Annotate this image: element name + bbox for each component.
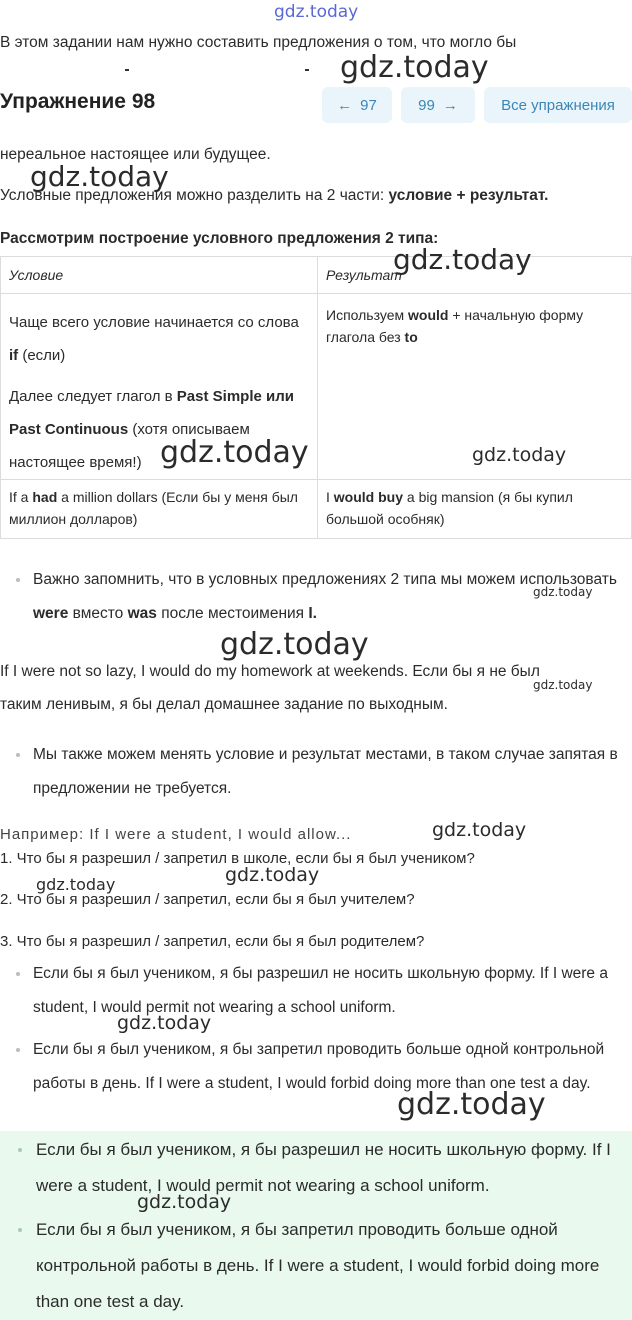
all-exercises-label: Все упражнения: [501, 96, 615, 114]
cut-text-line: Например: If I were a student, I would allow...: [0, 826, 352, 843]
watermark: gdz.today: [397, 1087, 546, 1122]
table-header-condition: Условие: [1, 257, 318, 294]
answer-item-highlighted: Если бы я был учеником, я бы запретил проводить больше одной контрольной работы в день. If I were a student, I would forbid doing more than one test a day.: [0, 1212, 620, 1320]
note-were: Важно запомнить, что в условных предложениях 2 типа мы можем использовать were вместо was после местоимения I.: [0, 563, 620, 631]
exercise-title: Упражнение 98: [0, 90, 156, 113]
next-exercise-button[interactable]: [401, 87, 475, 123]
watermark: gdz.today: [472, 444, 567, 466]
condition-text-b: Далее следует глагол в Past Simple или Past Continuous (хотя описываем настоящее время!): [9, 388, 294, 471]
question-3: 3. Что бы я разрешил / запретил, если бы я был родителем?: [0, 933, 425, 950]
theory-line-1: нереальное настоящее или будущее.: [0, 146, 271, 163]
answer-item-highlighted: Если бы я был учеником, я бы разрешил не носить школьную форму. If I were a student, I would permit not wearing a school uniform.: [0, 1132, 620, 1204]
note-swap: Мы также можем менять условие и результат местами, в таком случае запятая в предложении не требуется.: [0, 738, 620, 806]
result-text: Используем would + начальную форму глагола без to: [326, 307, 584, 345]
answer-item: Если бы я был учеником, я бы запретил проводить больше одной контрольной работы в день. If I were a student, I would forbid doing more than one test a day.: [0, 1033, 620, 1101]
watermark: gdz.today: [225, 864, 320, 886]
watermark: gdz.today: [137, 1191, 232, 1213]
theory-line-2: [0, 179, 548, 213]
bullet-dot: [16, 753, 20, 757]
answer-item: Если бы я был учеником, я бы разрешил не носить школьную форму. If I were a student, I would permit not wearing a school uniform.: [0, 957, 620, 1025]
arrow-right-icon: →: [442, 96, 458, 114]
bullet-dot: [16, 972, 20, 976]
table-cell-example-condition: If a had a million dollars (Если бы у меня был миллион долларов): [1, 480, 318, 539]
table-cell-example-result: I would buy a big mansion (я бы купил большой особняк): [318, 480, 632, 539]
theory-line-2-plain: Условные предложения можно разделить на 2 части:: [0, 187, 389, 204]
answer-block: [0, 1131, 632, 1320]
watermark: gdz.today: [393, 243, 532, 276]
text-fragment: [305, 69, 309, 71]
top-watermark: gdz.today: [274, 2, 359, 22]
watermark: gdz.today: [533, 678, 593, 692]
table-header-result: Результат: [318, 257, 632, 294]
question-2: 2. Что бы я разрешил / запретил, если бы я был учителем?: [0, 891, 415, 908]
text-fragment: [125, 69, 129, 71]
bullet-dot: [18, 1148, 22, 1152]
prev-exercise-button[interactable]: [322, 87, 392, 123]
bullet-dot: [16, 578, 20, 582]
watermark: gdz.today: [533, 585, 593, 599]
theory-heading: Рассмотрим построение условного предложения 2 типа:: [0, 230, 439, 247]
all-exercises-button[interactable]: [484, 87, 632, 123]
condition-text-a: Чаще всего условие начинается со слова if (если): [9, 314, 299, 364]
next-exercise-label: 99: [418, 96, 435, 114]
intro-line: В этом задании нам нужно составить предложения о том, что могло бы: [0, 34, 517, 51]
bullet-dot: [18, 1228, 22, 1232]
question-1: 1. Что бы я разрешил / запретил в школе, если бы я был учеником?: [0, 850, 475, 867]
watermark: gdz.today: [36, 875, 116, 894]
watermark: gdz.today: [340, 50, 489, 85]
theory-line-2-bold: условие + результат.: [388, 187, 549, 204]
arrow-left-icon: ←: [337, 96, 353, 114]
bullet-dot: [16, 1048, 20, 1052]
grammar-table: [0, 256, 632, 539]
prev-exercise-label: 97: [360, 96, 377, 114]
watermark: gdz.today: [117, 1012, 212, 1034]
watermark: gdz.today: [30, 160, 169, 193]
watermark: gdz.today: [432, 819, 527, 841]
watermark: gdz.today: [160, 435, 309, 470]
watermark: gdz.today: [220, 627, 369, 662]
example-line-2: таким ленивым, я бы делал домашнее задание по выходным.: [0, 696, 448, 713]
example-line-1: If I were not so lazy, I would do my homework at weekends. Если бы я не был: [0, 663, 540, 680]
